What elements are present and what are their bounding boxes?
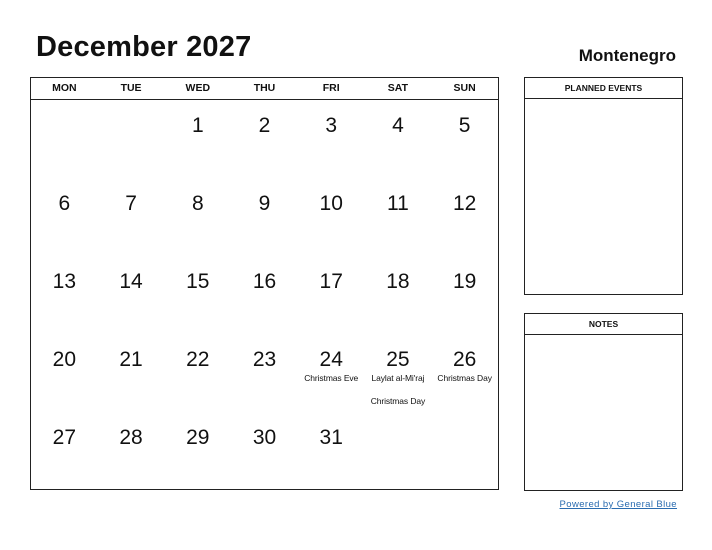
calendar-day-cell [164, 412, 231, 490]
calendar-day-cell [31, 100, 98, 178]
day-number: 25 [386, 348, 410, 371]
calendar-week-row [31, 412, 498, 490]
calendar-day-cell [98, 256, 165, 334]
day-number: 23 [252, 348, 277, 371]
day-number [98, 115, 165, 137]
day-number: 4 [392, 114, 404, 137]
day-number: 10 [319, 192, 343, 215]
weekday-mon: MON [52, 82, 77, 94]
day-number: 27 [52, 426, 77, 449]
day-number: 20 [52, 348, 77, 371]
calendar-day-cell [431, 178, 498, 256]
day-number: 24 [319, 348, 343, 371]
weekday-header-row [31, 78, 498, 100]
holiday-label: Christmas Day [370, 396, 426, 406]
calendar-day-cell [298, 412, 365, 490]
notes-panel [524, 313, 683, 491]
calendar-day-cell [164, 178, 231, 256]
day-number: 19 [452, 270, 477, 293]
day-number: 28 [119, 426, 143, 449]
calendar-day-cell [164, 334, 231, 412]
calendar-day-cell [298, 256, 365, 334]
day-number: 22 [186, 348, 210, 371]
day-number: 18 [386, 270, 410, 293]
weekday-sun: SUN [453, 82, 476, 94]
calendar-day-cell [231, 412, 298, 490]
calendar-day-cell [365, 178, 432, 256]
day-number: 26 [452, 348, 477, 371]
calendar-day-cell [431, 256, 498, 334]
country-name: Montenegro [578, 46, 676, 65]
day-number: 8 [191, 192, 204, 215]
day-number: 3 [325, 114, 338, 137]
calendar-day-cell [365, 100, 432, 178]
day-number [365, 427, 432, 449]
calendar-day-cell [231, 334, 298, 412]
day-number [31, 115, 98, 137]
calendar-day-cell [298, 334, 365, 412]
calendar-day-cell [98, 100, 165, 178]
calendar-day-cell [231, 178, 298, 256]
day-number: 29 [186, 426, 210, 449]
day-number: 31 [319, 426, 343, 449]
notes-title: NOTES [525, 314, 682, 335]
weekday-tue: TUE [120, 82, 142, 94]
calendar-day-cell [298, 100, 365, 178]
powered-by-link[interactable]: Powered by General Blue [559, 499, 677, 510]
calendar-day-cell [164, 256, 231, 334]
day-number: 12 [452, 192, 477, 215]
day-number [431, 427, 498, 449]
weekday-thu: THU [253, 82, 276, 94]
calendar-day-cell [31, 412, 98, 490]
calendar-day-cell [31, 178, 98, 256]
calendar-day-cell [31, 256, 98, 334]
day-number: 7 [125, 192, 137, 215]
day-number: 30 [252, 426, 277, 449]
holiday-label: Laylat al-Mi'raj [371, 373, 425, 383]
planned-events-panel [524, 77, 683, 295]
calendar-weeks [31, 100, 498, 490]
calendar-day-cell [98, 178, 165, 256]
calendar-day-cell [431, 100, 498, 178]
calendar-day-cell [365, 412, 432, 490]
calendar-day-cell [365, 256, 432, 334]
weekday-wed: WED [185, 82, 211, 94]
day-number: 13 [52, 270, 77, 293]
calendar-week-row [31, 256, 498, 334]
day-number: 11 [387, 192, 409, 215]
calendar-day-cell [164, 100, 231, 178]
calendar-week-row [31, 334, 498, 412]
day-number: 17 [319, 270, 343, 293]
calendar-day-cell [298, 178, 365, 256]
weekday-fri: FRI [322, 82, 340, 94]
calendar-day-cell [31, 334, 98, 412]
day-number: 2 [258, 114, 271, 137]
day-number: 16 [252, 270, 277, 293]
calendar-day-cell [98, 334, 165, 412]
calendar-week-row [31, 178, 498, 256]
holiday-label: Christmas Eve [304, 373, 359, 383]
calendar-day-cell [431, 412, 498, 490]
calendar-day-cell [431, 334, 498, 412]
day-number: 14 [119, 270, 143, 293]
calendar-title: December 2027 [36, 31, 252, 63]
day-number: 21 [119, 348, 143, 371]
day-number: 15 [186, 270, 210, 293]
calendar-day-cell [231, 256, 298, 334]
calendar-day-cell [98, 412, 165, 490]
day-number: 1 [191, 114, 204, 137]
holiday-label: Christmas Day [437, 373, 492, 383]
calendar-week-row [31, 100, 498, 178]
calendar-day-cell [231, 100, 298, 178]
day-number: 5 [458, 114, 471, 137]
planned-events-title: PLANNED EVENTS [525, 78, 682, 99]
calendar-grid [30, 77, 499, 490]
calendar-day-cell [365, 334, 432, 412]
weekday-sat: SAT [387, 82, 409, 94]
day-number: 9 [258, 192, 271, 215]
day-number: 6 [58, 192, 71, 215]
